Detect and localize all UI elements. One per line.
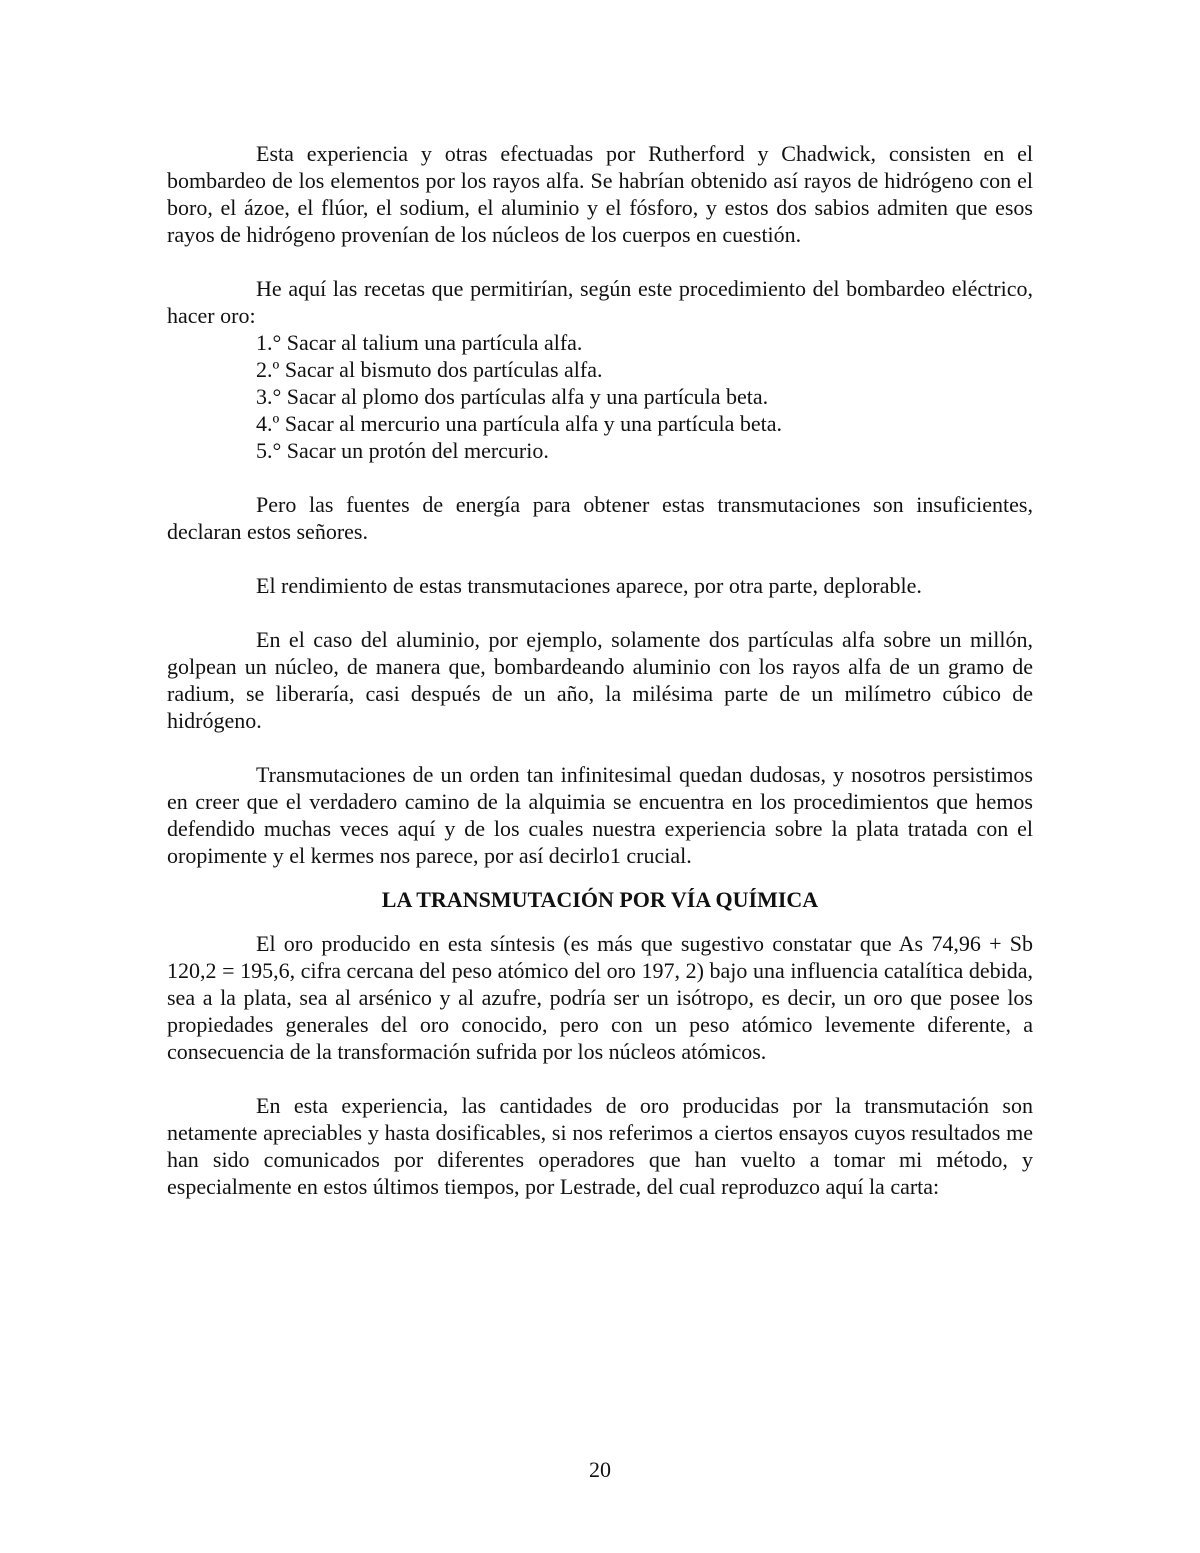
paragraph-rendimiento: El rendimiento de estas transmutaciones aparece, por otra parte, deplorable. [256, 573, 922, 598]
recipe-item-1: 1.° Sacar al talium una partícula alfa. [256, 330, 583, 355]
paragraph-lestrade: En esta experiencia, las cantidades de oro producidas por la transmutación son netamente apreciables y hasta dosificables, si nos referimos a ciertos ensayos cuyos resultados me han sido comunicados por diferentes operadores que han vuelto a tomar mi método, y especialmente en estos últimos tiempos, por Lestrade, del cual reproduzco aquí la carta: [167, 1093, 1033, 1199]
recipe-item-2: 2.º Sacar al bismuto dos partículas alfa. [256, 357, 603, 382]
document-page [167, 140, 1033, 1200]
paragraph-transmutaciones-dudosas: Transmutaciones de un orden tan infinitesimal quedan dudosas, y nosotros persistimos en creer que el verdadero camino de la alquimia se encuentra en los procedimientos que hemos defendido muchas veces aquí y de los cuales nuestra experiencia sobre la plata tratada con el oropimente y el kermes nos parece, por así decirlo1 crucial. [167, 762, 1033, 868]
paragraph-aluminio: En el caso del aluminio, por ejemplo, solamente dos partículas alfa sobre un millón, golpean un núcleo, de manera que, bombardeando aluminio con los rayos alfa de un gramo de radium, se liberaría, casi después de un año, la milésima parte de un milímetro cúbico de hidrógeno. [167, 627, 1033, 733]
paragraph-oro-sintesis: El oro producido en esta síntesis (es más que sugestivo constatar que As 74,96 + Sb 120,2 = 195,6, cifra cercana del peso atómico del oro 197, 2) bajo una influencia catalítica debida, sea a la plata, sea al arsénico y al azufre, podría ser un isótropo, es decir, un oro que posee los propiedades generales del oro conocido, pero con un peso atómico levemente diferente, a consecuencia de la transformación sufrida por los núcleos atómicos. [167, 931, 1033, 1064]
paragraph-rutherford: Esta experiencia y otras efectuadas por Rutherford y Chadwick, consisten en el bombardeo de los elementos por los rayos alfa. Se habrían obtenido así rayos de hidrógeno con el boro, el ázoe, el flúor, el sodium, el aluminio y el fósforo, y estos dos sabios admiten que esos rayos de hidrógeno provenían de los núcleos de los cuerpos en cuestión. [167, 141, 1033, 247]
section-heading: LA TRANSMUTACIÓN POR VÍA QUÍMICA [381, 887, 819, 912]
recipe-item-3: 3.° Sacar al plomo dos partículas alfa y una partícula beta. [256, 384, 769, 409]
recipe-item-5: 5.° Sacar un protón del mercurio. [256, 438, 549, 463]
recipe-item-4: 4.º Sacar al mercurio una partícula alfa y una partícula beta. [256, 411, 783, 436]
page-number: 20 [589, 1457, 611, 1482]
paragraph-fuentes-energia: Pero las fuentes de energía para obtener estas transmutaciones son insuficientes, declaran estos señores. [167, 492, 1033, 544]
paragraph-recetas-intro: He aquí las recetas que permitirían, según este procedimiento del bombardeo eléctrico, hacer oro: [167, 276, 1033, 328]
